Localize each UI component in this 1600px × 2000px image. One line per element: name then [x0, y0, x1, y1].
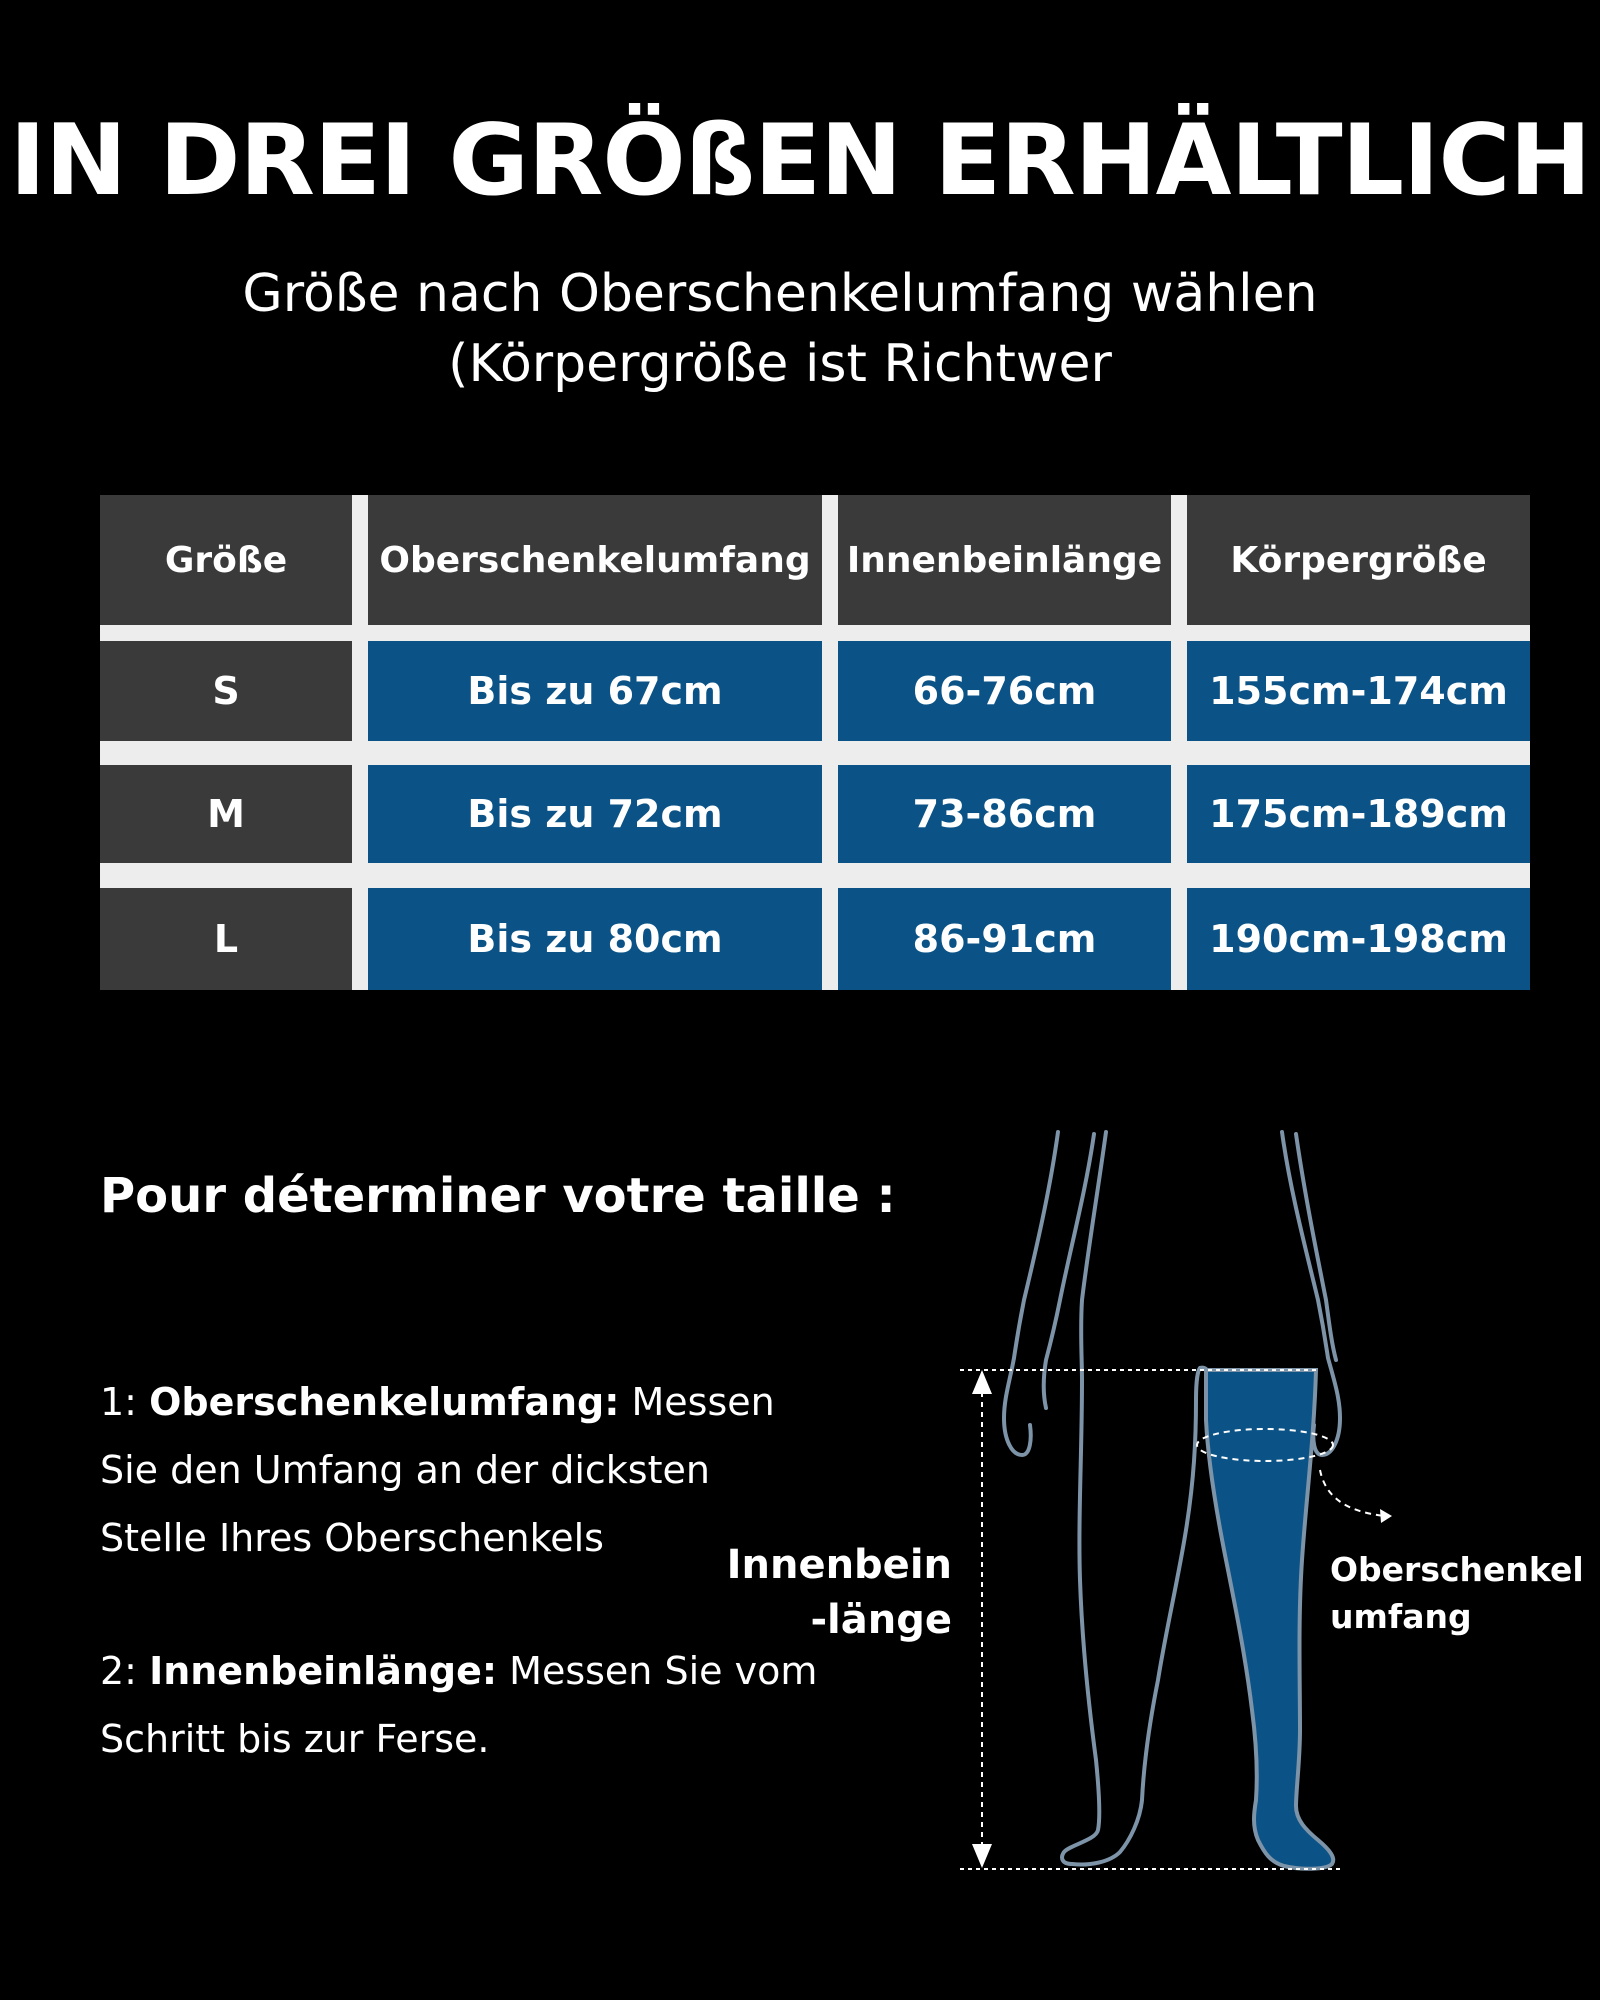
thigh-label-line-1: Oberschenkel [1330, 1550, 1584, 1589]
subtitle-line-2: (Körpergröße ist Richtwer [448, 334, 1112, 394]
thigh-pointer-arrow [1320, 1470, 1385, 1516]
page-title: IN DREI GRÖßEN ERHÄLTLICH [9, 104, 1591, 218]
instruction-2-text: Messen Sie vom Schritt bis zur Ferse. [100, 1649, 818, 1761]
subtitle-line-1: Größe nach Oberschenkelumfang wählen [242, 264, 1318, 324]
instruction-1-number: 1: [100, 1380, 150, 1424]
row-l-thigh: Bis zu 80cm [368, 888, 822, 990]
row-s-size: S [100, 641, 352, 741]
row-s-height: 155cm-174cm [1187, 641, 1530, 741]
inseam-arrow-top [972, 1370, 992, 1394]
row-l-size: L [100, 888, 352, 990]
left-leg-outline [1062, 1368, 1200, 1865]
row-m-size: M [100, 765, 352, 863]
inseam-label [700, 1538, 952, 1648]
inseam-label-line-1: Innenbein [726, 1542, 952, 1588]
header-thigh: Oberschenkelumfang [368, 495, 822, 625]
inseam-label-line-2: -länge [810, 1597, 952, 1643]
instruction-2-number: 2: [100, 1649, 150, 1693]
header-size: Größe [100, 495, 352, 625]
left-arm-outline [1004, 1132, 1058, 1455]
thigh-label-line-2: umfang [1330, 1597, 1472, 1636]
howto-heading: Pour déterminer votre taille : [100, 1168, 896, 1224]
header-inseam: Innenbeinlänge [838, 495, 1171, 625]
inseam-arrow-bottom [972, 1844, 992, 1868]
row-m-height: 175cm-189cm [1187, 765, 1530, 863]
row-l-height: 190cm-198cm [1187, 888, 1530, 990]
thigh-label [1330, 1546, 1584, 1640]
row-m-thigh: Bis zu 72cm [368, 765, 822, 863]
row-s-thigh: Bis zu 67cm [368, 641, 822, 741]
row-l-inseam: 86-91cm [838, 888, 1171, 990]
instruction-2-term: Innenbeinlänge: [149, 1649, 498, 1693]
row-m-inseam: 73-86cm [838, 765, 1171, 863]
instruction-1-term: Oberschenkelumfang: [149, 1380, 620, 1424]
instruction-1-text: Messen Sie den Umfang an der dicksten Stelle Ihres Oberschenkels [100, 1380, 775, 1560]
row-s-inseam: 66-76cm [838, 641, 1171, 741]
header-height: Körpergröße [1187, 495, 1530, 625]
